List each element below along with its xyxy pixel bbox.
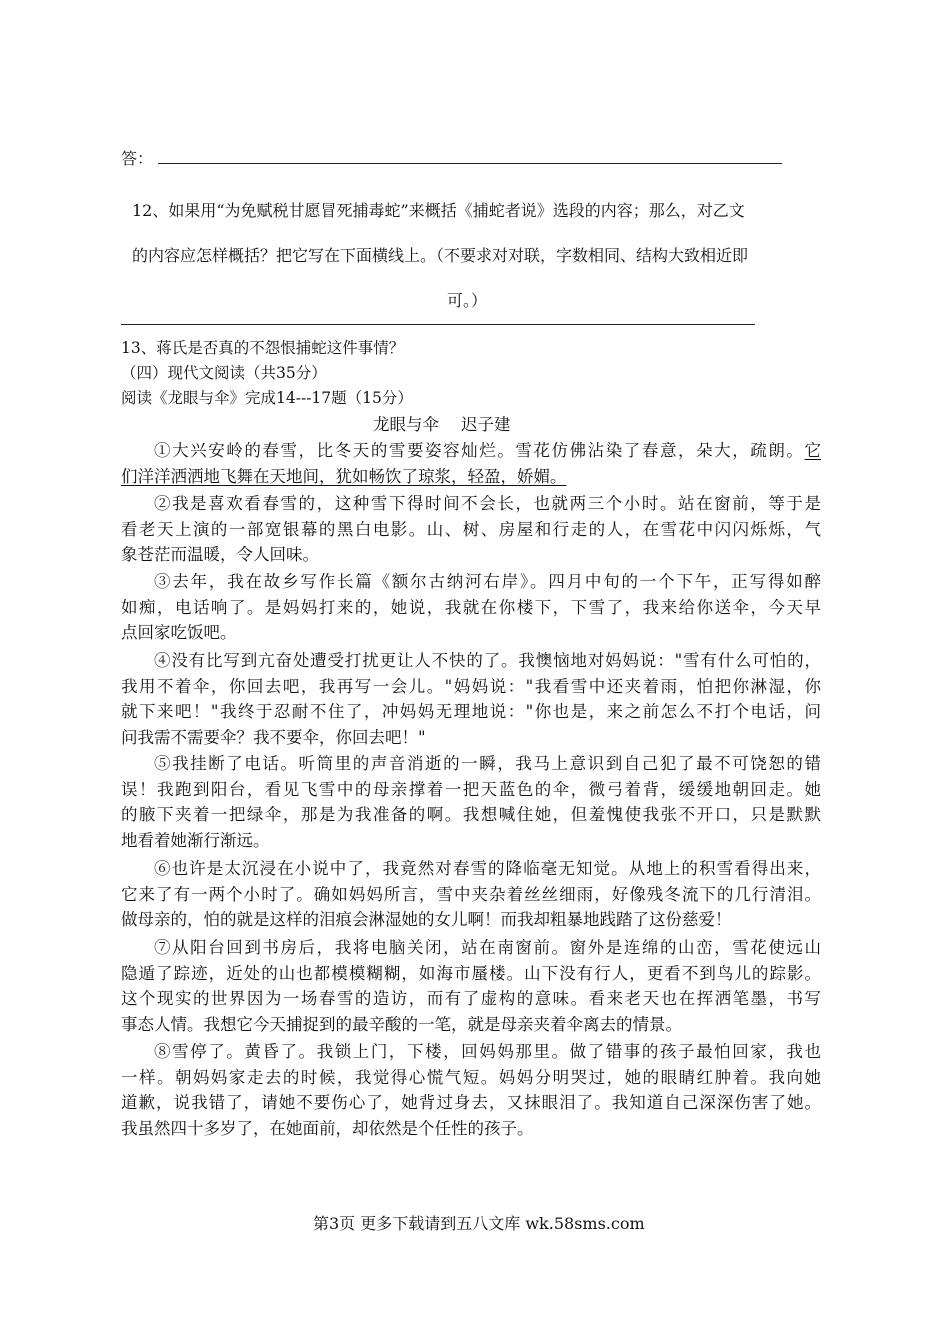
- paragraph-8-line: 一样。朝妈妈家走去的时候，我觉得心慌气短。妈妈分明哭过，她的眼睛红肿着。我向她: [121, 1067, 821, 1087]
- paragraph-1: [121, 438, 821, 489]
- paragraph-2-line: 看老天上演的一部宽银幕的黑白电影。山、树、房屋和行走的人，在雪花中闪闪烁烁，气: [121, 519, 821, 539]
- paragraph-1-underlined-start: 它: [804, 441, 821, 460]
- article-title: 龙眼与伞: [373, 415, 439, 434]
- paragraph-6-line: 做母亲的，怕的就是这样的泪痕会淋湿她的女儿啊！而我却粗暴地践踏了这份慈爱！: [121, 910, 732, 930]
- paragraph-4-line: ④没有比写到亢奋处遭受打扰更让人不快的了。我懊恼地对妈妈说："雪有什么可怕的，: [154, 651, 821, 670]
- paragraph-6-line: 它来了有一两个小时了。确如妈妈所言，雪中夹杂着丝丝细雨，好像残冬流下的几行清泪。: [121, 884, 821, 904]
- article-heading: [373, 411, 511, 435]
- page-footer: 第3页 更多下载请到五八文库 wk.58sms.com: [313, 1214, 645, 1233]
- paragraph-5-line: ⑤我挂断了电话。听筒里的声音消逝的一瞬，我马上意识到自己犯了最不可饶恕的错: [154, 754, 821, 773]
- answer-blank-line[interactable]: [158, 163, 782, 164]
- paragraph-1-text: ①大兴安岭的春雪，比冬天的雪要姿容灿烂。雪花仿佛沾染了春意，朵大，疏朗。: [154, 441, 805, 460]
- paragraph-4: [121, 648, 821, 751]
- paragraph-2-line: ②我是喜欢看春雪的，这种雪下得时间不会长，也就两三个小时。站在窗前，等于是: [154, 494, 821, 513]
- paragraph-4-line: 我用不着伞，你回去吧，我再写一会儿。"妈妈说："我看雪中还夹着雨，怕把你淋湿，你: [121, 676, 821, 696]
- question-12-line-3: 可。）: [447, 291, 488, 310]
- section-heading: （四）现代文阅读（共35分）: [121, 364, 327, 382]
- paragraph-6: [121, 856, 821, 933]
- paragraph-8-line: 道歉，说我错了，请她不要伤心了，她背过身去，又抹眼泪了。我知道自己深深伤害了她。: [121, 1093, 821, 1113]
- question-13: 13、蒋氏是否真的不怨恨捕蛇这件事情？: [121, 339, 405, 357]
- article-author: 迟子建: [461, 415, 511, 434]
- paragraph-5-line: 地看着她渐行渐远。: [121, 831, 270, 851]
- section-instruction: 阅读《龙眼与伞》完成14---17题（15分）: [121, 389, 413, 407]
- paragraph-3-line: ③去年，我在故乡写作长篇《额尔古纳河右岸》。四月中旬的一个下午，正写得如醉: [154, 572, 821, 591]
- paragraph-7: [121, 935, 821, 1038]
- paragraph-3-line: 点回家吃饭吧。: [121, 623, 237, 643]
- question-12-line-1: 12、如果用“为免赋税甘愿冒死捕毒蛇”来概括《捕蛇者说》选段的内容；那么，对乙文: [132, 201, 745, 220]
- paragraph-5-line: 误！我跑到阳台，看见飞雪中的母亲撑着一把天蓝色的伞，微弓着背，缓缓地朝回走。她: [121, 779, 821, 799]
- paragraph-7-line: ⑦从阳台回到书房后，我将电脑关闭，站在南窗前。窗外是连绵的山峦，雪花使远山: [154, 938, 821, 957]
- answer-label: 答：: [121, 149, 154, 168]
- question-12-line-2: 的内容应怎样概括？把它写在下面横线上。（不要求对对联，字数相同、结构大致相近即: [132, 246, 749, 265]
- paragraph-8-line: ⑧雪停了。黄昏了。我锁上门，下楼，回妈妈那里。做了错事的孩子最怕回家，我也: [154, 1042, 821, 1061]
- paragraph-4-line: 问我需不需要伞？我不要伞，你回去吧！": [121, 728, 426, 748]
- paragraph-7-line: 事态人情。我想它今天捕捉到的最辛酸的一笔，就是母亲夹着伞离去的情景。: [121, 1015, 682, 1035]
- paragraph-8: [121, 1039, 821, 1142]
- paragraph-5: [121, 751, 821, 854]
- paragraph-4-line: 就下来吧！"我终于忍耐不住了，冲妈妈无理地说："你也是，来之前怎么不打个电话，问: [121, 702, 821, 722]
- paragraph-5-line: 的腋下夹着一把绿伞，那是为我准备的啊。我想喊住她，但羞愧使我张不开口，只是默默: [121, 805, 821, 825]
- paragraph-7-line: 隐遁了踪迹，近处的山也都模模糊糊，如海市蜃楼。山下没有行人，更看不到鸟儿的踪影。: [121, 963, 821, 983]
- paragraph-6-line: ⑥也许是太沉浸在小说中了，我竟然对春雪的降临毫无知觉。从地上的积雪看得出来，: [154, 859, 821, 878]
- paragraph-7-line: 这个现实的世界因为一场春雪的造访，而有了虚构的意味。看来老天也在挥洒笔墨，书写: [121, 989, 821, 1009]
- paragraph-1-underlined-sentence: 们洋洋洒洒地飞舞在天地间，犹如畅饮了琼浆，轻盈，娇媚。: [121, 466, 567, 486]
- paragraph-8-line: 我虽然四十多岁了，在她面前，却依然是个任性的孩子。: [121, 1119, 534, 1139]
- question-12-answer-line[interactable]: [121, 324, 755, 325]
- paragraph-2-line: 象苍茫而温暖，令人回味。: [121, 545, 319, 565]
- paragraph-3-line: 如痴，电话响了。是妈妈打来的，她说，我就在你楼下，下雪了，我来给你送伞，今天早: [121, 597, 821, 617]
- paragraph-2: [121, 491, 821, 568]
- paragraph-3: [121, 569, 821, 646]
